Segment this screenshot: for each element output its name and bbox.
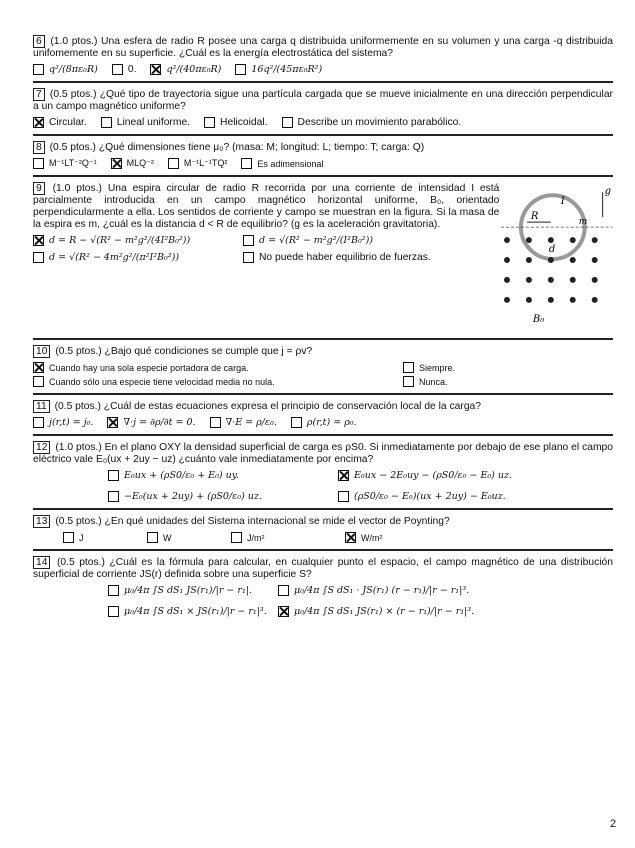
question-10-options	[33, 362, 613, 387]
question-number: 13	[33, 515, 50, 528]
option[interactable]: q²/(40πε₀R)	[150, 64, 221, 75]
option[interactable]: Es adimensional	[241, 158, 323, 169]
checkbox[interactable]	[112, 64, 123, 75]
option[interactable]: E₀ux − 2E₀uy − (ρS0/ε₀ − E₀) uz.	[338, 470, 599, 481]
question-11-text: 11 (0.5 ptos.) ¿Cuál de estas ecuaciones expresa el principio de conservación local de la carga?	[33, 400, 613, 413]
option[interactable]: Nunca.	[403, 376, 599, 387]
checkbox[interactable]	[278, 585, 289, 596]
option[interactable]: E₀ux + (ρS0/ε₀ + E₀) uy.	[108, 470, 324, 481]
checkbox[interactable]	[108, 606, 119, 617]
question-number: 6	[33, 35, 45, 48]
question-number: 10	[33, 345, 50, 358]
checkbox[interactable]	[241, 158, 252, 169]
checkbox-checked[interactable]	[33, 362, 44, 373]
question-13-options	[63, 532, 613, 543]
option[interactable]: Cuando hay una sola especie portadora de carga.	[33, 362, 389, 373]
question-number: 7	[33, 88, 45, 101]
option[interactable]: Circular.	[33, 117, 87, 128]
option[interactable]: μ₀/4π ∫S dS₁ JS(r₁)/|r − r₁|.	[108, 585, 264, 596]
question-8	[33, 136, 613, 177]
checkbox[interactable]	[33, 417, 44, 428]
question-7	[33, 83, 613, 136]
question-6-options	[33, 64, 613, 75]
checkbox[interactable]	[108, 470, 119, 481]
option[interactable]: Describe un movimiento parabólico.	[282, 117, 462, 128]
option[interactable]: ∇·E = ρ/ε₀.	[210, 417, 277, 428]
option[interactable]: 16q²/(45πε₀R²)	[235, 64, 322, 75]
question-6-text: 6 (1.0 ptos.) Una esfera de radio R posee una carga q distribuida uniformemente en su volumen y una carga -q distribuida unifomemente en su superficie. ¿Cuál es la energía electrostática del sistema?	[33, 36, 613, 59]
question-8-options	[33, 158, 613, 169]
option[interactable]: W	[147, 532, 217, 543]
checkbox[interactable]	[231, 532, 242, 543]
question-14	[33, 551, 613, 623]
checkbox[interactable]	[338, 491, 349, 502]
question-10-text: 10 (0.5 ptos.) ¿Bajo qué condiciones se cumple que j = ρv?	[33, 345, 613, 358]
question-7-options	[33, 117, 613, 128]
question-9-options	[33, 235, 499, 263]
label-distance: d	[549, 244, 556, 256]
question-7-text: 7 (0.5 ptos.) ¿Qué tipo de trayectoria sigue una partícula cargada que se mueve inicialmente en una dirección perpendicular a un campo magnético uniforme?	[33, 89, 613, 112]
checkbox[interactable]	[108, 491, 119, 502]
checkbox[interactable]	[243, 235, 254, 246]
checkbox-checked[interactable]	[150, 64, 161, 75]
question-10	[33, 340, 613, 395]
checkbox[interactable]	[204, 117, 215, 128]
option[interactable]: M⁻¹LT⁻²Q⁻¹	[33, 158, 97, 169]
option[interactable]: (ρS0/ε₀ − E₀)(ux + 2uy) − E₀uz.	[338, 491, 599, 502]
checkbox-checked[interactable]	[345, 532, 356, 543]
page-number: 2	[610, 818, 617, 830]
option[interactable]: ρ(r,t) = ρ₀.	[291, 417, 357, 428]
option[interactable]: J	[63, 532, 133, 543]
checkbox[interactable]	[403, 376, 414, 387]
label-radius: R	[531, 211, 539, 223]
option[interactable]: −E₀(ux + 2uy) + (ρS0/ε₀) uz.	[108, 491, 324, 502]
option[interactable]: Lineal uniforme.	[101, 117, 190, 128]
checkbox[interactable]	[210, 417, 221, 428]
option[interactable]: q²/(8πε₀R)	[33, 64, 98, 75]
option[interactable]: Siempre.	[403, 362, 599, 373]
question-13	[33, 510, 613, 551]
label-field: B₀	[533, 313, 545, 325]
option[interactable]: μ₀/4π ∫S dS₁ JS(r₁) × (r − r₁)/|r − r₁|³.	[278, 606, 599, 617]
option[interactable]: d = √(R² − m²g²/(I²B₀²))	[243, 235, 485, 246]
question-6	[33, 30, 613, 83]
checkbox[interactable]	[33, 376, 44, 387]
loop-figure	[501, 182, 613, 332]
option[interactable]: MLQ⁻²	[111, 158, 154, 169]
checkbox[interactable]	[291, 417, 302, 428]
checkbox[interactable]	[33, 252, 44, 263]
option[interactable]: j(r,t) = j₀.	[33, 417, 93, 428]
question-13-text: 13 (0.5 ptos.) ¿En qué unidades del Sistema internacional se mide el vector de Poynting?	[33, 515, 613, 528]
checkbox[interactable]	[33, 64, 44, 75]
checkbox[interactable]	[63, 532, 74, 543]
question-8-text: 8 (0.5 ptos.) ¿Qué dimensiones tiene μ₀? (masa: M; longitud: L; tiempo: T; carga: Q)	[33, 141, 613, 154]
option[interactable]: d = √(R² − 4m²g²/(π²I²B₀²))	[33, 252, 229, 263]
checkbox[interactable]	[243, 252, 254, 263]
question-11-options	[33, 417, 613, 428]
checkbox-checked[interactable]	[338, 470, 349, 481]
option[interactable]: μ₀/4π ∫S dS₁ × JS(r₁)/|r − r₁|³.	[108, 606, 264, 617]
checkbox[interactable]	[282, 117, 293, 128]
question-number: 9	[33, 182, 45, 195]
option[interactable]: Helicoidal.	[204, 117, 268, 128]
checkbox-checked[interactable]	[107, 417, 118, 428]
checkbox-checked[interactable]	[111, 158, 122, 169]
option[interactable]: J/m²	[231, 532, 331, 543]
option[interactable]: W/m²	[345, 532, 383, 543]
checkbox-checked[interactable]	[278, 606, 289, 617]
checkbox-checked[interactable]	[33, 235, 44, 246]
checkbox[interactable]	[147, 532, 158, 543]
question-12	[33, 436, 613, 510]
option[interactable]: μ₀/4π ∫S dS₁ · JS(r₁) (r − r₁)/|r − r₁|³.	[278, 585, 599, 596]
question-12-options	[108, 470, 613, 502]
question-9-text: 9 (1.0 ptos.) Una espira circular de radio R recorrida por una corriente de intensidad I está parcialmente introducida en un campo magnético horizontal uniforme, B₀, orientado perpendicularmente a ella. Los sentidos de corriente y campo se muestran en la figura. Si la masa de la espira es m, ¿cuál es la distancia d < R de equilibrio? (g es la aceleración gravitatoria).	[33, 183, 500, 230]
checkbox[interactable]	[168, 158, 179, 169]
question-number: 11	[33, 400, 50, 413]
label-gravity: g	[605, 186, 612, 198]
checkbox-checked[interactable]	[33, 117, 44, 128]
question-14-options	[108, 585, 613, 617]
question-number: 12	[33, 441, 50, 454]
label-mass: m	[579, 217, 588, 228]
option[interactable]: Cuando sólo una especie tiene velocidad media no nula.	[33, 376, 389, 387]
checkbox[interactable]	[403, 362, 414, 373]
checkbox[interactable]	[235, 64, 246, 75]
option[interactable]: No puede haber equilibrio de fuerzas.	[243, 252, 485, 263]
option[interactable]: ∇·j = ∂ρ/∂t = 0.	[107, 417, 195, 428]
checkbox[interactable]	[101, 117, 112, 128]
option[interactable]: M⁻¹L⁻¹TQ²	[168, 158, 228, 169]
question-number: 8	[33, 141, 45, 154]
question-number: 14	[33, 556, 50, 569]
checkbox[interactable]	[33, 158, 44, 169]
checkbox[interactable]	[108, 585, 119, 596]
question-9	[33, 177, 613, 340]
option[interactable]: 0.	[112, 64, 137, 75]
question-12-text: 12 (1.0 ptos.) En el plano OXY la densidad superficial de carga es ρS0. Si inmediatamente por debajo de ese plano el campo eléctrico vale E₀(ux + 2uy − uz) ¿cuánto vale inmediatamente por encima?	[33, 442, 613, 465]
label-current: I	[561, 196, 566, 208]
question-14-text: 14 (0.5 ptos.) ¿Cuál es la fórmula para calcular, en cualquier punto el espacio, el campo magnético de una distribución superficial de corriente JS(r) definida sobre una superficie S?	[33, 557, 613, 580]
exam-page	[33, 30, 613, 623]
question-11	[33, 395, 613, 436]
option[interactable]: d = R − √(R² − m²g²/(4I²B₀²))	[33, 235, 229, 246]
